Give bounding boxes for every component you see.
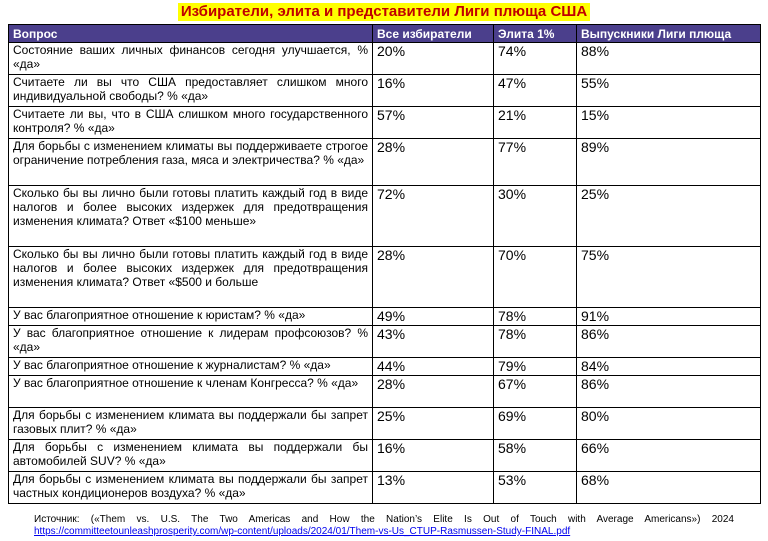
ivy-cell: 55% (577, 75, 761, 107)
header-question: Вопрос (9, 25, 373, 43)
all-voters-cell: 20% (373, 43, 494, 75)
table-row (9, 440, 761, 472)
source-citation: Источник: («Them vs. U.S. The Two Americas and How the Nation’s Elite Is Out of Touch with Average Americans») 2024 (34, 514, 734, 525)
ivy-cell: 89% (577, 139, 761, 186)
survey-table (8, 24, 761, 504)
page-title: Избиратели, элита и представители Лиги плюща США (178, 3, 590, 21)
header-ivy-league: Выпускники Лиги плюща (577, 25, 761, 43)
question-cell: Считаете ли вы что США предоставляет слишком много индивидуальной свободы? % «да» (9, 75, 373, 107)
all-voters-cell: 16% (373, 440, 494, 472)
title-container (0, 3, 768, 23)
question-cell: У вас благоприятное отношение к юристам? % «да» (9, 308, 373, 326)
ivy-cell: 84% (577, 358, 761, 376)
elite-cell: 77% (494, 139, 577, 186)
table-row (9, 139, 761, 186)
ivy-cell: 86% (577, 326, 761, 358)
all-voters-cell: 44% (373, 358, 494, 376)
table-row (9, 408, 761, 440)
ivy-cell: 66% (577, 440, 761, 472)
question-cell: Для борьбы с изменением климата вы поддержали бы запрет частных кондиционеров воздуха? % «да» (9, 472, 373, 504)
ivy-cell: 68% (577, 472, 761, 504)
elite-cell: 30% (494, 186, 577, 247)
elite-cell: 74% (494, 43, 577, 75)
all-voters-cell: 43% (373, 326, 494, 358)
elite-cell: 69% (494, 408, 577, 440)
header-elite: Элита 1% (494, 25, 577, 43)
question-cell: У вас благоприятное отношение к журналистам? % «да» (9, 358, 373, 376)
ivy-cell: 80% (577, 408, 761, 440)
table-row (9, 472, 761, 504)
table-row (9, 308, 761, 326)
ivy-cell: 88% (577, 43, 761, 75)
ivy-cell: 91% (577, 308, 761, 326)
table-row (9, 43, 761, 75)
question-cell: Считаете ли вы, что в США слишком много государственного контроля? % «да» (9, 107, 373, 139)
source-link[interactable]: https://committeetounleashprosperity.com/wp-content/uploads/2024/01/Them-vs-Us_CTUP-Rasmussen-Study-FINAL.pdf (34, 526, 571, 537)
elite-cell: 78% (494, 326, 577, 358)
elite-cell: 53% (494, 472, 577, 504)
table-row (9, 247, 761, 308)
question-cell: У вас благоприятное отношение к лидерам профсоюзов? % «да» (9, 326, 373, 358)
ivy-cell: 75% (577, 247, 761, 308)
all-voters-cell: 16% (373, 75, 494, 107)
question-cell: Состояние ваших личных финансов сегодня улучшается, % «да» (9, 43, 373, 75)
ivy-cell: 25% (577, 186, 761, 247)
question-cell: У вас благоприятное отношение к членам Конгресса? % «да» (9, 376, 373, 408)
table-header-row (9, 25, 761, 43)
all-voters-cell: 28% (373, 139, 494, 186)
elite-cell: 78% (494, 308, 577, 326)
ivy-cell: 86% (577, 376, 761, 408)
question-cell: Для борьбы с изменением климаты вы поддерживаете строгое ограничение потребления газа, мяса и электричества? % «да» (9, 139, 373, 186)
question-cell: Для борьбы с изменением климата вы поддержали бы запрет газовых плит? % «да» (9, 408, 373, 440)
question-cell: Сколько бы вы лично были готовы платить каждый год в виде налогов и более высоких издержек для предотвращения изменения климата? Ответ «$100 меньше» (9, 186, 373, 247)
elite-cell: 67% (494, 376, 577, 408)
table-row (9, 358, 761, 376)
header-all-voters: Все избиратели (373, 25, 494, 43)
all-voters-cell: 72% (373, 186, 494, 247)
elite-cell: 47% (494, 75, 577, 107)
all-voters-cell: 13% (373, 472, 494, 504)
all-voters-cell: 25% (373, 408, 494, 440)
elite-cell: 58% (494, 440, 577, 472)
ivy-cell: 15% (577, 107, 761, 139)
table-row (9, 107, 761, 139)
all-voters-cell: 49% (373, 308, 494, 326)
table-row (9, 376, 761, 408)
question-cell: Для борьбы с изменением климата вы поддержали бы автомобилей SUV? % «да» (9, 440, 373, 472)
all-voters-cell: 28% (373, 247, 494, 308)
table-row (9, 75, 761, 107)
elite-cell: 70% (494, 247, 577, 308)
elite-cell: 79% (494, 358, 577, 376)
source-block (34, 514, 734, 538)
all-voters-cell: 57% (373, 107, 494, 139)
elite-cell: 21% (494, 107, 577, 139)
all-voters-cell: 28% (373, 376, 494, 408)
table-row (9, 186, 761, 247)
question-cell: Сколько бы вы лично были готовы платить каждый год в виде налогов и более высоких издержек для предотвращения изменения климата? Ответ «$500 и больше (9, 247, 373, 308)
table-row (9, 326, 761, 358)
